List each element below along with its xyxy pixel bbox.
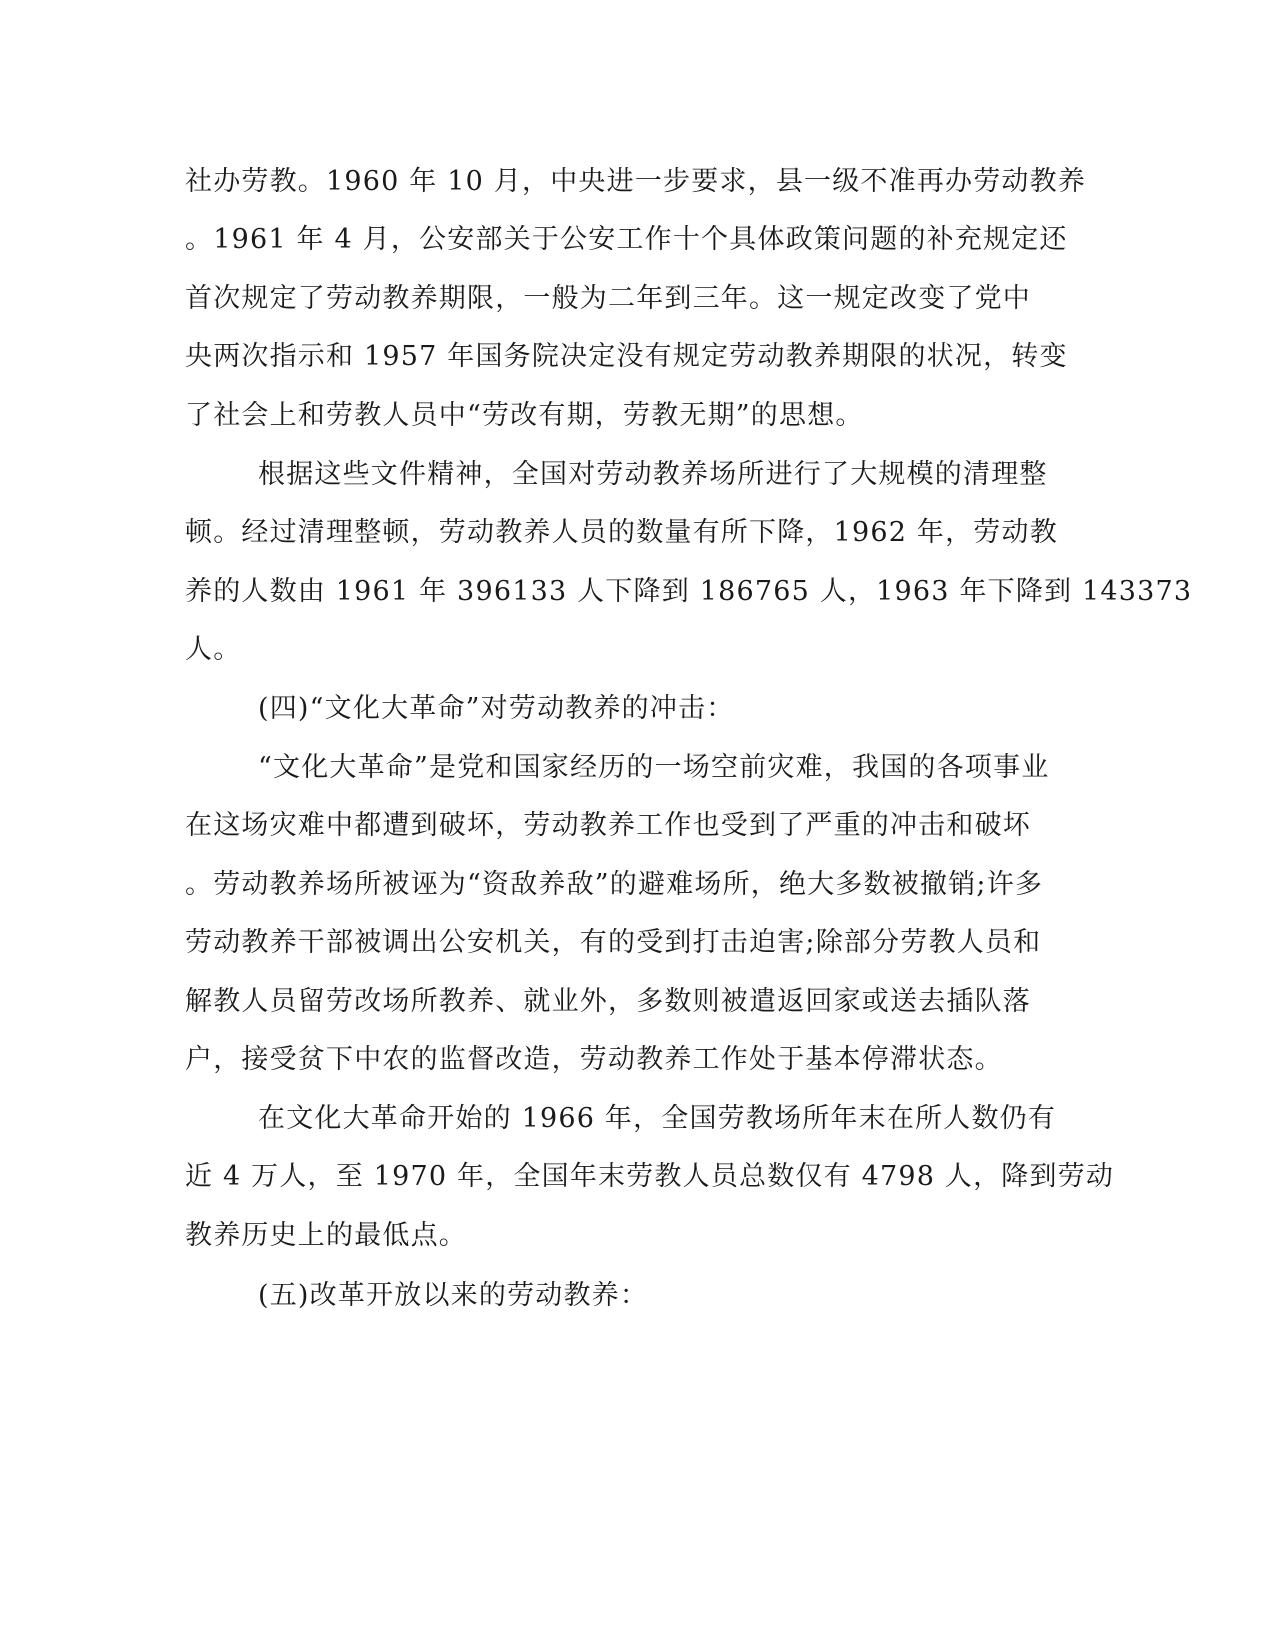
text-line: 户，接受贫下中农的监督改造，劳动教养工作处于基本停滞状态。 — [185, 1044, 1003, 1075]
text-line: 在文化大革命开始的 1966 年，全国劳教场所年末在所人数仍有 — [258, 1103, 1057, 1134]
text-line: “文化大革命”是党和国家经历的一场空前灾难，我国的各项事业 — [258, 752, 1050, 783]
section-heading: (五)改革开放以来的劳动教养： — [258, 1280, 649, 1311]
text-line: 人。 — [185, 634, 242, 665]
text-line: 养的人数由 1961 年 396133 人下降到 186765 人，1963 年下降到 143373 — [185, 576, 1193, 607]
text-line: 教养历史上的最低点。 — [185, 1220, 467, 1251]
text-line: 。1961 年 4 月，公安部关于公安工作十个具体政策问题的补充规定还 — [185, 224, 1068, 255]
text-line: 了社会上和劳教人员中“劳改有期，劳教无期”的思想。 — [185, 400, 864, 431]
text-line: 在这场灾难中都遭到破坏，劳动教养工作也受到了严重的冲击和破坏 — [185, 810, 1031, 841]
text-line: 解教人员留劳改场所教养、就业外，多数则被遣返回家或送去插队落 — [185, 986, 1031, 1017]
text-line: 首次规定了劳动教养期限，一般为二年到三年。这一规定改变了党中 — [185, 283, 1031, 314]
text-line: 近 4 万人，至 1970 年，全国年末劳教人员总数仅有 4798 人，降到劳动 — [185, 1161, 1115, 1192]
text-line: 根据这些文件精神，全国对劳动教养场所进行了大规模的清理整 — [258, 459, 1048, 490]
text-line: 顿。经过清理整顿，劳动教养人员的数量有所下降，1962 年，劳动教 — [185, 517, 1058, 548]
text-line: 。劳动教养场所被诬为“资敌养敌”的避难场所，绝大多数被撤销;许多 — [185, 869, 1044, 900]
section-heading: (四)“文化大革命”对劳动教养的冲击： — [258, 693, 735, 724]
text-line: 央两次指示和 1957 年国务院决定没有规定劳动教养期限的状况，转变 — [185, 341, 1068, 372]
text-line: 社办劳教。1960 年 10 月，中央进一步要求，县一级不准再办劳动教养 — [185, 166, 1087, 197]
text-line: 劳动教养干部被调出公安机关，有的受到打击迫害;除部分劳教人员和 — [185, 927, 1042, 958]
